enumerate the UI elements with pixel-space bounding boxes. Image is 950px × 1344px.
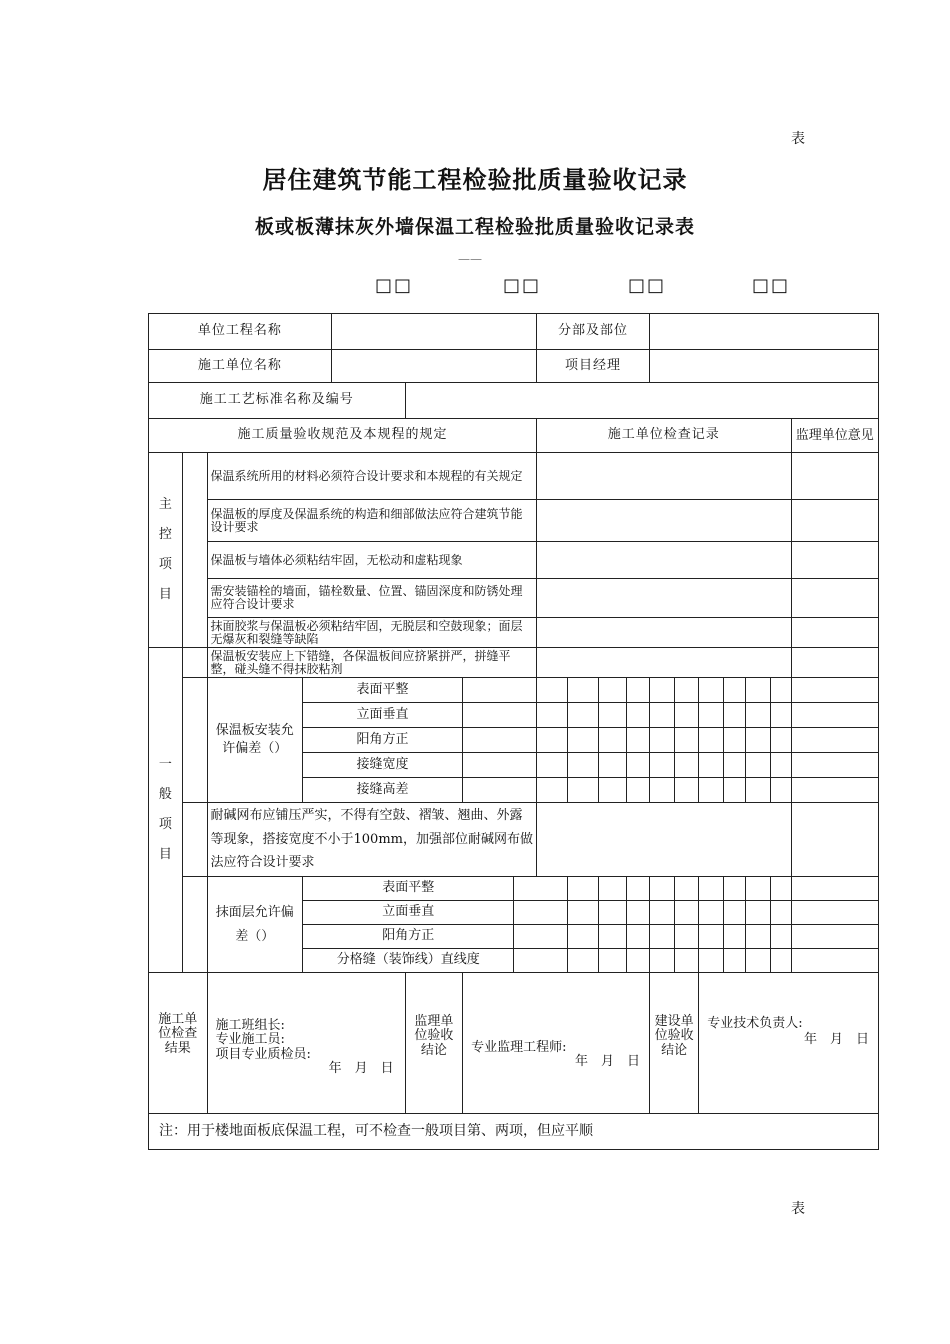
plaster-tolerance-item-3: 阳角方正 <box>302 925 513 949</box>
board-tolerance-item-4: 接缝宽度 <box>302 753 462 778</box>
general-seq-3 <box>182 803 207 877</box>
col-header-spec: 施工质量验收规范及本规程的规定 <box>149 419 537 453</box>
project-manager-label: 项目经理 <box>537 350 650 383</box>
general-seq-4 <box>182 877 207 973</box>
sub-part-field[interactable] <box>649 314 878 350</box>
main-opinion-4[interactable] <box>791 579 878 618</box>
subtitle-dash: —— <box>458 252 482 266</box>
construction-unit-field[interactable] <box>331 350 536 383</box>
project-manager-field[interactable] <box>649 350 878 383</box>
page-subtitle: 板或板薄抹灰外墙保温工程检验批质量验收记录表 <box>254 216 695 238</box>
main-check-1[interactable] <box>537 453 792 500</box>
unit-project-name-field[interactable] <box>331 314 536 350</box>
board-tolerance-item-1: 表面平整 <box>302 678 462 703</box>
code-box-1: □□ <box>375 275 414 296</box>
plaster-tolerance-item-4: 分格缝（装饰线）直线度 <box>302 949 513 973</box>
code-box-4: □□ <box>752 275 791 296</box>
main-item-3: 保温板与墙体必须粘结牢固，无松动和虚粘现象 <box>207 542 537 579</box>
code-box-2: □□ <box>503 275 542 296</box>
sub-part-label: 分部及部位 <box>537 314 650 350</box>
unit-project-name-label: 单位工程名称 <box>149 314 332 350</box>
general-item-3: 耐碱网布应铺压严实，不得有空鼓、褶皱、翘曲、外露等现象，搭接宽度不小于100mm，加强部位耐碱网布做法应符合设计要求 <box>207 803 537 877</box>
sign-owner-block <box>699 973 879 1114</box>
sign-construction-line-1: 施工班组长: <box>215 1018 285 1033</box>
construction-unit-label: 施工单位名称 <box>149 350 332 383</box>
main-control-label: 主控项目 <box>149 453 183 648</box>
sign-owner-line: 专业技术负责人: <box>707 1016 803 1031</box>
main-opinion-2[interactable] <box>791 500 878 542</box>
corner-label-bottom: 表 <box>791 1201 805 1217</box>
general-label: 一般项目 <box>149 648 183 973</box>
general-item-1: 保温板安装应上下错缝，各保温板间应挤紧拼严，拼缝平整，碰头缝不得抹胶粘剂 <box>207 648 537 678</box>
general-check-1[interactable] <box>537 648 792 678</box>
board-tolerance-item-3: 阳角方正 <box>302 728 462 753</box>
main-item-4: 需安装锚栓的墙面，锚栓数量、位置、锚固深度和防锈处理应符合设计要求 <box>207 579 537 618</box>
sign-owner-label: 建设单位验收结论 <box>649 973 698 1114</box>
board-opinion[interactable] <box>791 678 878 703</box>
inspection-form-table <box>148 313 879 1150</box>
main-item-1: 保温系统所用的材料必须符合设计要求和本规程的有关规定 <box>207 453 537 500</box>
main-check-3[interactable] <box>537 542 792 579</box>
sign-supervision-date: 年 月 日 <box>574 1054 640 1070</box>
main-check-4[interactable] <box>537 579 792 618</box>
plaster-opinion[interactable] <box>791 877 878 901</box>
main-item-2: 保温板的厚度及保温系统的构造和细部做法应符合建筑节能设计要求 <box>207 500 537 542</box>
general-check-3[interactable] <box>537 803 792 877</box>
general-opinion-3[interactable] <box>791 803 878 877</box>
main-check-5[interactable] <box>537 618 792 648</box>
main-item-5: 抹面胶浆与保温板必须粘结牢固，无脱层和空鼓现象；面层无爆灰和裂缝等缺陷 <box>207 618 537 648</box>
main-opinion-3[interactable] <box>791 542 878 579</box>
main-opinion-5[interactable] <box>791 618 878 648</box>
sign-construction-block <box>207 973 405 1114</box>
main-seq-cell <box>182 453 207 618</box>
general-seq-2 <box>182 678 207 803</box>
col-header-check: 施工单位检查记录 <box>537 419 792 453</box>
board-tolerance-label: 保温板安装允许偏差（） <box>207 678 302 803</box>
general-seq-1 <box>182 648 207 678</box>
plaster-tolerance-label: 抹面层允许偏差（） <box>207 877 302 973</box>
general-opinion-1[interactable] <box>791 648 878 678</box>
standard-label: 施工工艺标准名称及编号 <box>149 383 406 419</box>
form-note: 注：用于楼地面板底保温工程，可不检查一般项目第、两项，但应平顺 <box>149 1114 879 1150</box>
board-tolerance-item-5: 接缝高差 <box>302 778 462 803</box>
corner-label-top: 表 <box>791 131 805 147</box>
main-opinion-1[interactable] <box>791 453 878 500</box>
col-header-supervisor: 监理单位意见 <box>791 419 878 453</box>
sign-construction-date: 年 月 日 <box>328 1060 394 1076</box>
standard-field[interactable] <box>405 383 878 419</box>
sign-supervision-label: 监理单位验收结论 <box>405 973 462 1114</box>
sign-construction-label: 施工单位检查结果 <box>149 973 208 1114</box>
sign-supervision-block <box>463 973 650 1114</box>
main-check-2[interactable] <box>537 500 792 542</box>
main-seq-cell-5 <box>182 618 207 648</box>
plaster-tolerance-item-2: 立面垂直 <box>302 901 513 925</box>
plaster-tolerance-item-1: 表面平整 <box>302 877 513 901</box>
sign-construction-line-2: 专业施工员: <box>215 1032 285 1048</box>
board-tolerance-item-2: 立面垂直 <box>302 703 462 728</box>
sign-owner-date: 年 月 日 <box>803 1032 869 1048</box>
page-title: 居住建筑节能工程检验批质量验收记录 <box>262 165 688 194</box>
sign-construction-line-3: 项目专业质检员: <box>215 1046 311 1062</box>
code-box-3: □□ <box>628 275 667 296</box>
sign-supervision-line: 专业监理工程师: <box>471 1040 567 1055</box>
